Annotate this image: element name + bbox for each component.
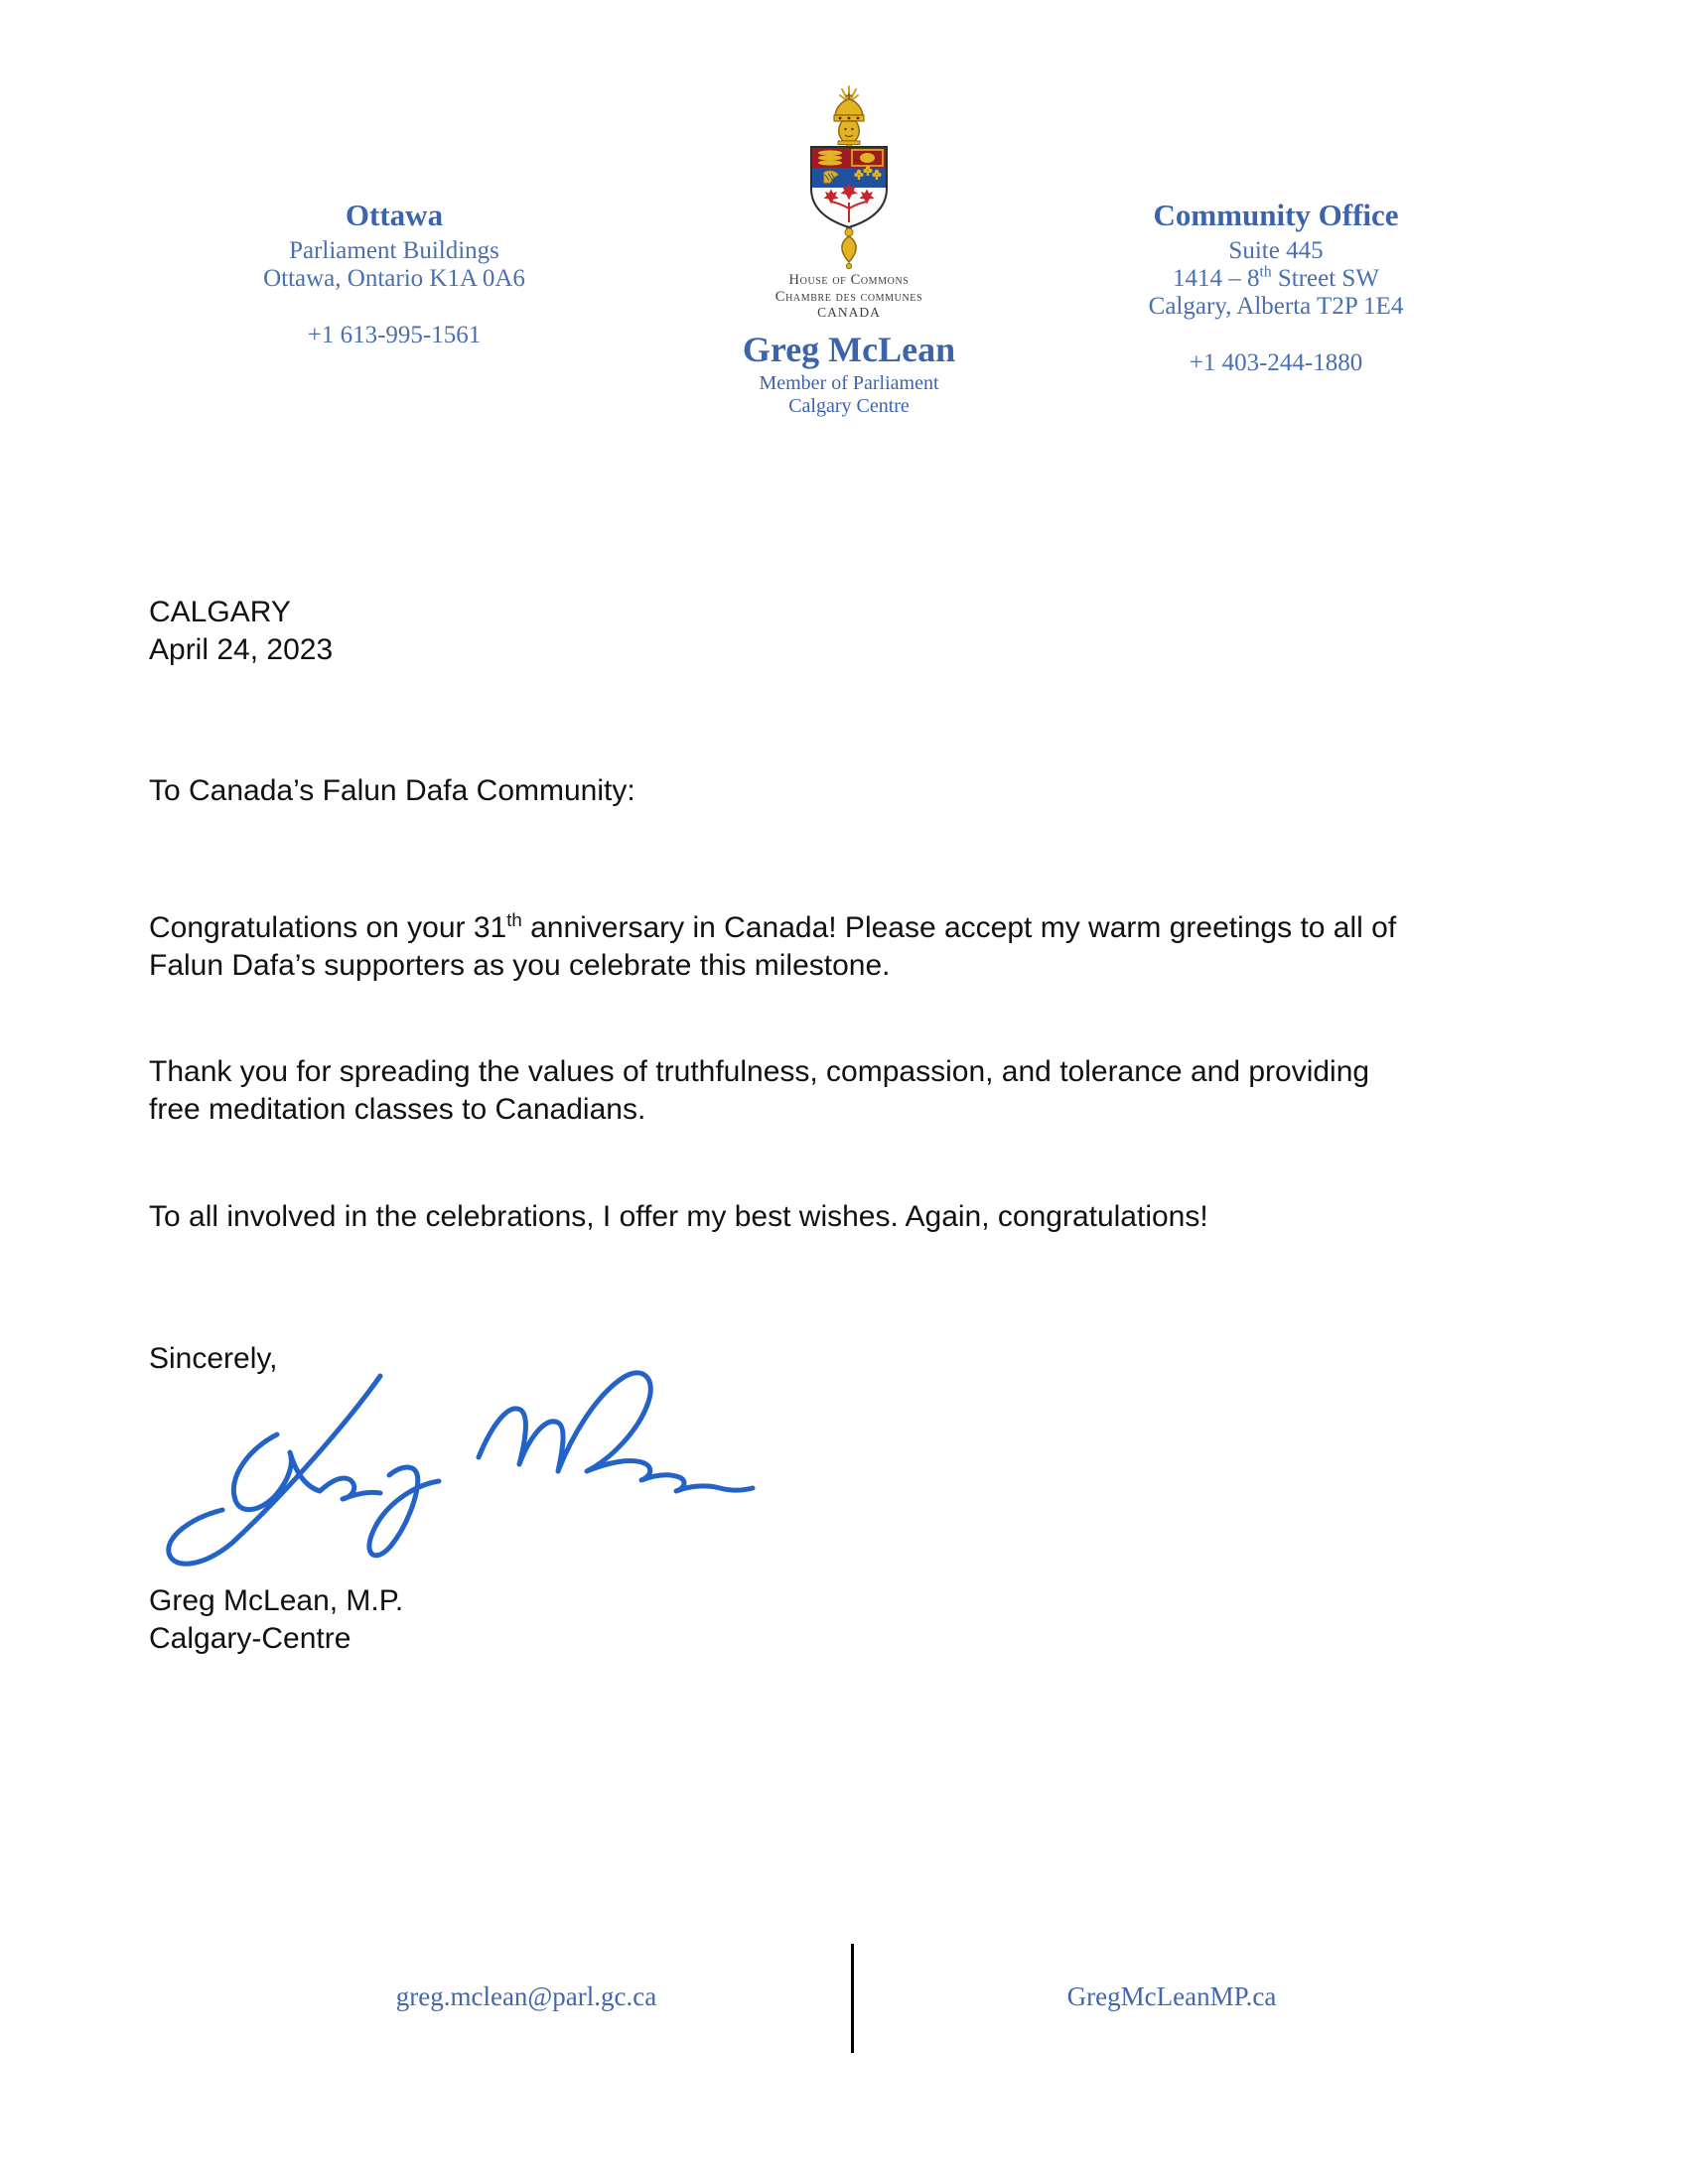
- ottawa-office-address-line2: Ottawa, Ontario K1A 0A6: [263, 265, 525, 292]
- community-office-phone: +1 403-244-1880: [1189, 349, 1363, 376]
- member-block: [675, 330, 1023, 418]
- paragraph-1-line-2: Falun Dafa’s supporters as you celebrate this milestone.: [149, 949, 891, 982]
- institution-block: [700, 272, 998, 322]
- ottawa-office-address-line1: Parliament Buildings: [289, 237, 499, 264]
- community-office-address-line2: 1414 – 8th Street SW: [1173, 263, 1379, 292]
- signature-handwriting: [129, 1362, 784, 1570]
- ottawa-office-phone: +1 613-995-1561: [307, 322, 482, 348]
- ottawa-office-block: [245, 199, 543, 349]
- community-office-address-line1: Suite 445: [1228, 237, 1324, 264]
- institution-line-fr: Chambre des communes: [774, 288, 923, 305]
- signer-riding: Calgary-Centre: [149, 1622, 352, 1655]
- paragraph-1-line-1: Congratulations on your 31th anniversary in Canada! Please accept my warm greetings to all of: [149, 909, 1397, 944]
- signer-block: [149, 1582, 1499, 1658]
- paragraph-2-line-1: Thank you for spreading the values of truthfulness, compassion, and tolerance and providing: [149, 1055, 1370, 1088]
- member-riding: Calgary Centre: [788, 395, 910, 417]
- member-name: Greg McLean: [742, 330, 956, 369]
- paragraph-3: To all involved in the celebrations, I offer my best wishes. Again, congratulations!: [149, 1200, 1208, 1233]
- letter-date: April 24, 2023: [149, 633, 334, 666]
- community-office-address-line3: Calgary, Alberta T2P 1E4: [1148, 293, 1404, 320]
- house-of-commons-crest-icon: [779, 85, 918, 272]
- paragraph-2: [149, 1053, 1499, 1129]
- letter-city: CALGARY: [149, 596, 291, 628]
- institution-line-canada: CANADA: [817, 305, 881, 320]
- paragraph-1: [149, 909, 1499, 985]
- paragraph-2-line-2: free meditation classes to Canadians.: [149, 1093, 646, 1126]
- closing: Sincerely,: [149, 1342, 278, 1375]
- community-office-title: Community Office: [1153, 198, 1399, 232]
- signer-name: Greg McLean, M.P.: [149, 1584, 404, 1617]
- community-office-block: [1102, 199, 1450, 377]
- city-date-block: [149, 594, 1499, 669]
- salutation: To Canada’s Falun Dafa Community:: [149, 774, 635, 807]
- ottawa-office-title: Ottawa: [345, 198, 444, 232]
- footer-email-link[interactable]: greg.mclean@parl.gc.ca: [395, 1981, 657, 2011]
- footer-divider: [851, 1944, 854, 2053]
- member-role: Member of Parliament: [759, 372, 939, 394]
- institution-line-en: House of Commons: [788, 272, 910, 288]
- footer-website-link[interactable]: GregMcLeanMP.ca: [1066, 1981, 1277, 2011]
